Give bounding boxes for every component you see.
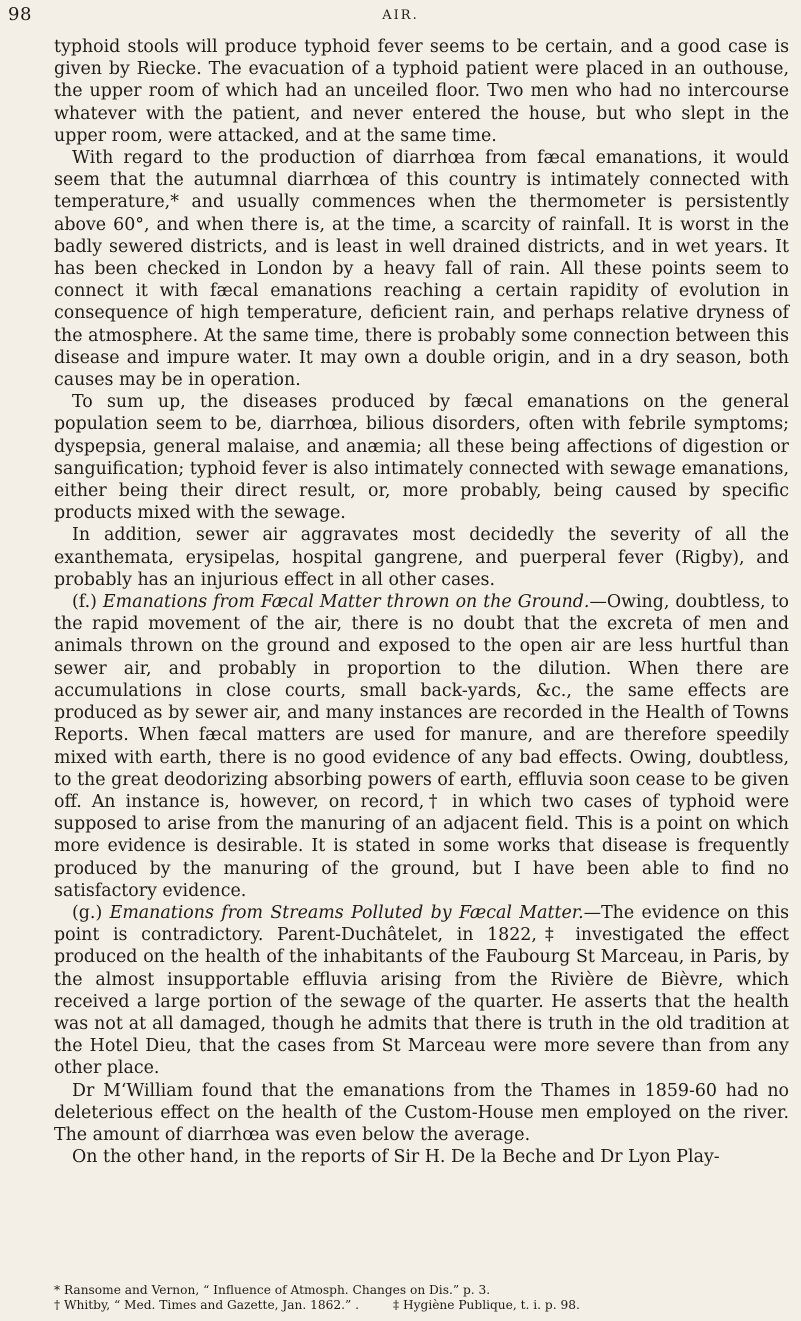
paragraph-other-hand: On the other hand, in the reports of Sir H. De la Beche and Dr Lyon Play- <box>72 1147 720 1168</box>
section-f-text: —Owing, doubtless, to the rapid movement of the air, there is no doubt that the excreta of men and animals thrown on the ground and exposed to the open air are less hurtful than sewer air, and probably in proportion to the dilution. When there are accumulations in close courts, small back-yards, &c., the same effects are produced as by sewer air, and many instances are recorded in the Health of Towns Reports. When fæcal matters are used for manure, and are therefore speedily mixed with earth, there is no good evidence of any bad effects. Owing, doubtless, to the great deodorizing absorbing powers of earth, effluvia soon cease to be given off. An instance is, however, on record,† in which two cases of typhoid were supposed to arise from the manuring of an adjacent field. This is a point on which more evidence is desirable. It is stated in some works that disease is frequently produced by the manuring of the ground, but I have been able to find no satisfactory evidence. <box>54 592 789 901</box>
paragraph-mwilliam: Dr M‘William found that the emanations from the Thames in 1859-60 had no deleterious effect on the health of the Custom-House men employed on the river. The amount of diarrhœa was even below the average. <box>54 1080 789 1145</box>
paragraph-3: To sum up, the diseases produced by fæcal emanations on the general population seem to be, diarrhœa, bilious disorders, often with febrile symptoms; dyspepsia, general malaise, and anæmia; all these being affections of digestion or sanguification; typhoid fever is also intimately connected with sewage emanations, either being their direct result, or, more probably, being caused by specific products mixed with the sewage. <box>54 392 789 524</box>
footnotes <box>54 1283 789 1313</box>
footnote-dagger: † Whitby, “ Med. Times and Gazette, Jan. 1862.” . <box>54 1298 360 1312</box>
page-number: 98 <box>8 4 32 25</box>
section-g-text: —The evidence on this point is contradictory. Parent-Duchâtelet, in 1822,‡ investigated the effect produced on the health of the inhabitants of the Faubourg St Marceau, in Paris, by the almost insupportable effluvia arising from the Rivière de Bièvre, which received a large portion of the sewage of the quarter. He asserts that the health was not at all damaged, though he admits that there is truth in the old tradition at the Hotel Dieu, that the cases from St Marceau were more severe than from any other place. <box>54 902 790 1079</box>
paragraph-4: In addition, sewer air aggravates most decidedly the severity of all the exanthemata, erysipelas, hospital gangrene, and puerperal fever (Rigby), and probably has an injurious effect in all other cases. <box>54 525 789 590</box>
section-g <box>54 902 789 1080</box>
running-head: AIR. <box>382 8 419 23</box>
section-f-title: Emanations from Fæcal Matter thrown on the Ground. <box>102 592 590 613</box>
section-g-title: Emanations from Streams Polluted by Fæcal Matter. <box>109 902 584 923</box>
footnote-star: * Ransome and Vernon, “ Influence of Atmosph. Changes on Dis.” p. 3. <box>54 1283 491 1297</box>
section-f <box>54 591 789 902</box>
footnote-dagger-row <box>54 1298 789 1313</box>
paragraph-2: With regard to the production of diarrhœa from fæcal emanations, it would seem that the autumnal diarrhœa of this country is intimately connected with temperature,* and usually commences when the thermometer is persistently above 60°, and when there is, at the time, a scarcity of rainfall. It is worst in the badly sewered districts, and is least in well drained districts, and in wet years. It has been checked in London by a heavy fall of rain. All these points seem to connect it with fæcal emanations reaching a certain rapidity of evolution in consequence of high temperature, deficient rain, and perhaps relative dryness of the atmosphere. At the same time, there is probably some connection between this disease and impure water. It may own a double origin, and in a dry season, both causes may be in operation. <box>54 148 789 391</box>
section-f-label: (f.) <box>72 592 97 613</box>
paragraph-1: typhoid stools will produce typhoid fever seems to be certain, and a good case is given by Riecke. The evacuation of a typhoid patient were placed in an outhouse, the upper room of which had an unceiled floor. Two men who had no intercourse whatever with the patient, and never entered the house, but who slept in the upper room, were attacked, and at the same time. <box>54 37 789 146</box>
section-g-label: (g.) <box>72 902 103 923</box>
footnote-double-dagger: ‡ Hygiène Publique, t. i. p. 98. <box>393 1298 580 1312</box>
body-text <box>54 36 789 1168</box>
